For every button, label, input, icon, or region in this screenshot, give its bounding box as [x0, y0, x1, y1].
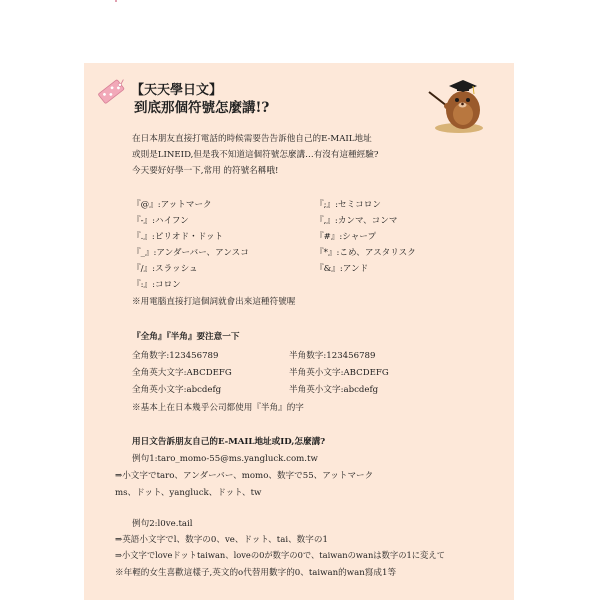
- width-row-left: 全角数字:1234567​89: [132, 351, 219, 361]
- intro-line-2: 或則是LINEID,但是我不知道這個符號怎麼講…有沒有這種經驗?: [132, 150, 379, 160]
- symbol-item: 『/』:スラッシュ: [132, 264, 198, 274]
- width-note: ※基本上在日本幾乎公司都使用『半角』的字: [132, 403, 304, 413]
- symbol-item: 『*』:こめ、アスタリスク: [315, 248, 416, 258]
- corner-mark: [115, 0, 117, 2]
- symbols-note: ※用電腦直接打這個詞就會出來這種符號喔: [132, 297, 296, 307]
- width-heading: 『全角』『半角』要注意一下: [132, 332, 240, 342]
- example-1-line-1: ⇒小文字でtaro、アンダーバー、momo、数字で55、アットマーク: [115, 471, 374, 481]
- symbol-item: 『-』:ハイフン: [132, 216, 189, 226]
- page-title: 【天天學日文】: [131, 83, 223, 98]
- intro-line-1: 在日本朋友直接打電話的時候需要告告訴他自己的E-MAIL地址: [132, 134, 372, 144]
- mole-teacher-icon: [427, 72, 491, 134]
- symbol-item: 『_』:アンダーバー、アンスコ: [132, 248, 249, 258]
- width-row-right: 半角英小文字:abcdefg: [289, 385, 379, 395]
- width-row-right: 半角数字:123456789: [289, 351, 376, 361]
- example-2-line-2: ⇒小文字でloveドットtaiwan、loveの0が数字の0で、taiwanのwanは数字の1に変えて: [115, 550, 445, 560]
- intro-line-3: 今天要好好學一下,常用 的符號名稱哦!: [132, 166, 279, 176]
- example-1-line-2: ms、ドット、yangluck、ドット、tw: [115, 488, 262, 498]
- width-row-left: 全角英大文字:ABCDEFG: [132, 368, 232, 378]
- symbol-item: 『.』:ピリオド・ドット: [132, 232, 224, 242]
- symbol-item: 『@』:アットマーク: [132, 200, 212, 210]
- example-2-label: 例句2:l0ve.tail: [132, 519, 193, 529]
- symbol-item: 『,』:カンマ、コンマ: [315, 216, 398, 226]
- example-2-note: ※年輕的女生喜歡這樣子,英文的o代替用數字的0、taiwan的wan寫成1等: [115, 568, 397, 578]
- symbol-item: 『#』:シャープ: [315, 232, 377, 242]
- email-heading: 用日文告訴朋友自己的E-MAIL地址或ID,怎麼講?: [132, 437, 326, 447]
- symbol-item: 『&』:アンド: [315, 264, 369, 274]
- example-1-label: 例句1:taro_momo-55@ms.yangluck.com.tw: [132, 454, 318, 464]
- example-2-line-1: ⇒英語小文字でl、数字の0、ve、ドット、tai、数字の1: [115, 535, 328, 545]
- page-subtitle: 到底那個符號怎麼講!?: [134, 100, 270, 116]
- width-row-left: 全角英小文字:abcdefg: [132, 385, 222, 395]
- width-row-right: 半角英小文字:ABCDEFG: [289, 368, 389, 378]
- symbol-item: 『:』:コロン: [132, 280, 181, 290]
- bookmark-icon: [96, 76, 128, 106]
- symbol-item: 『;』:セミコロン: [315, 200, 381, 210]
